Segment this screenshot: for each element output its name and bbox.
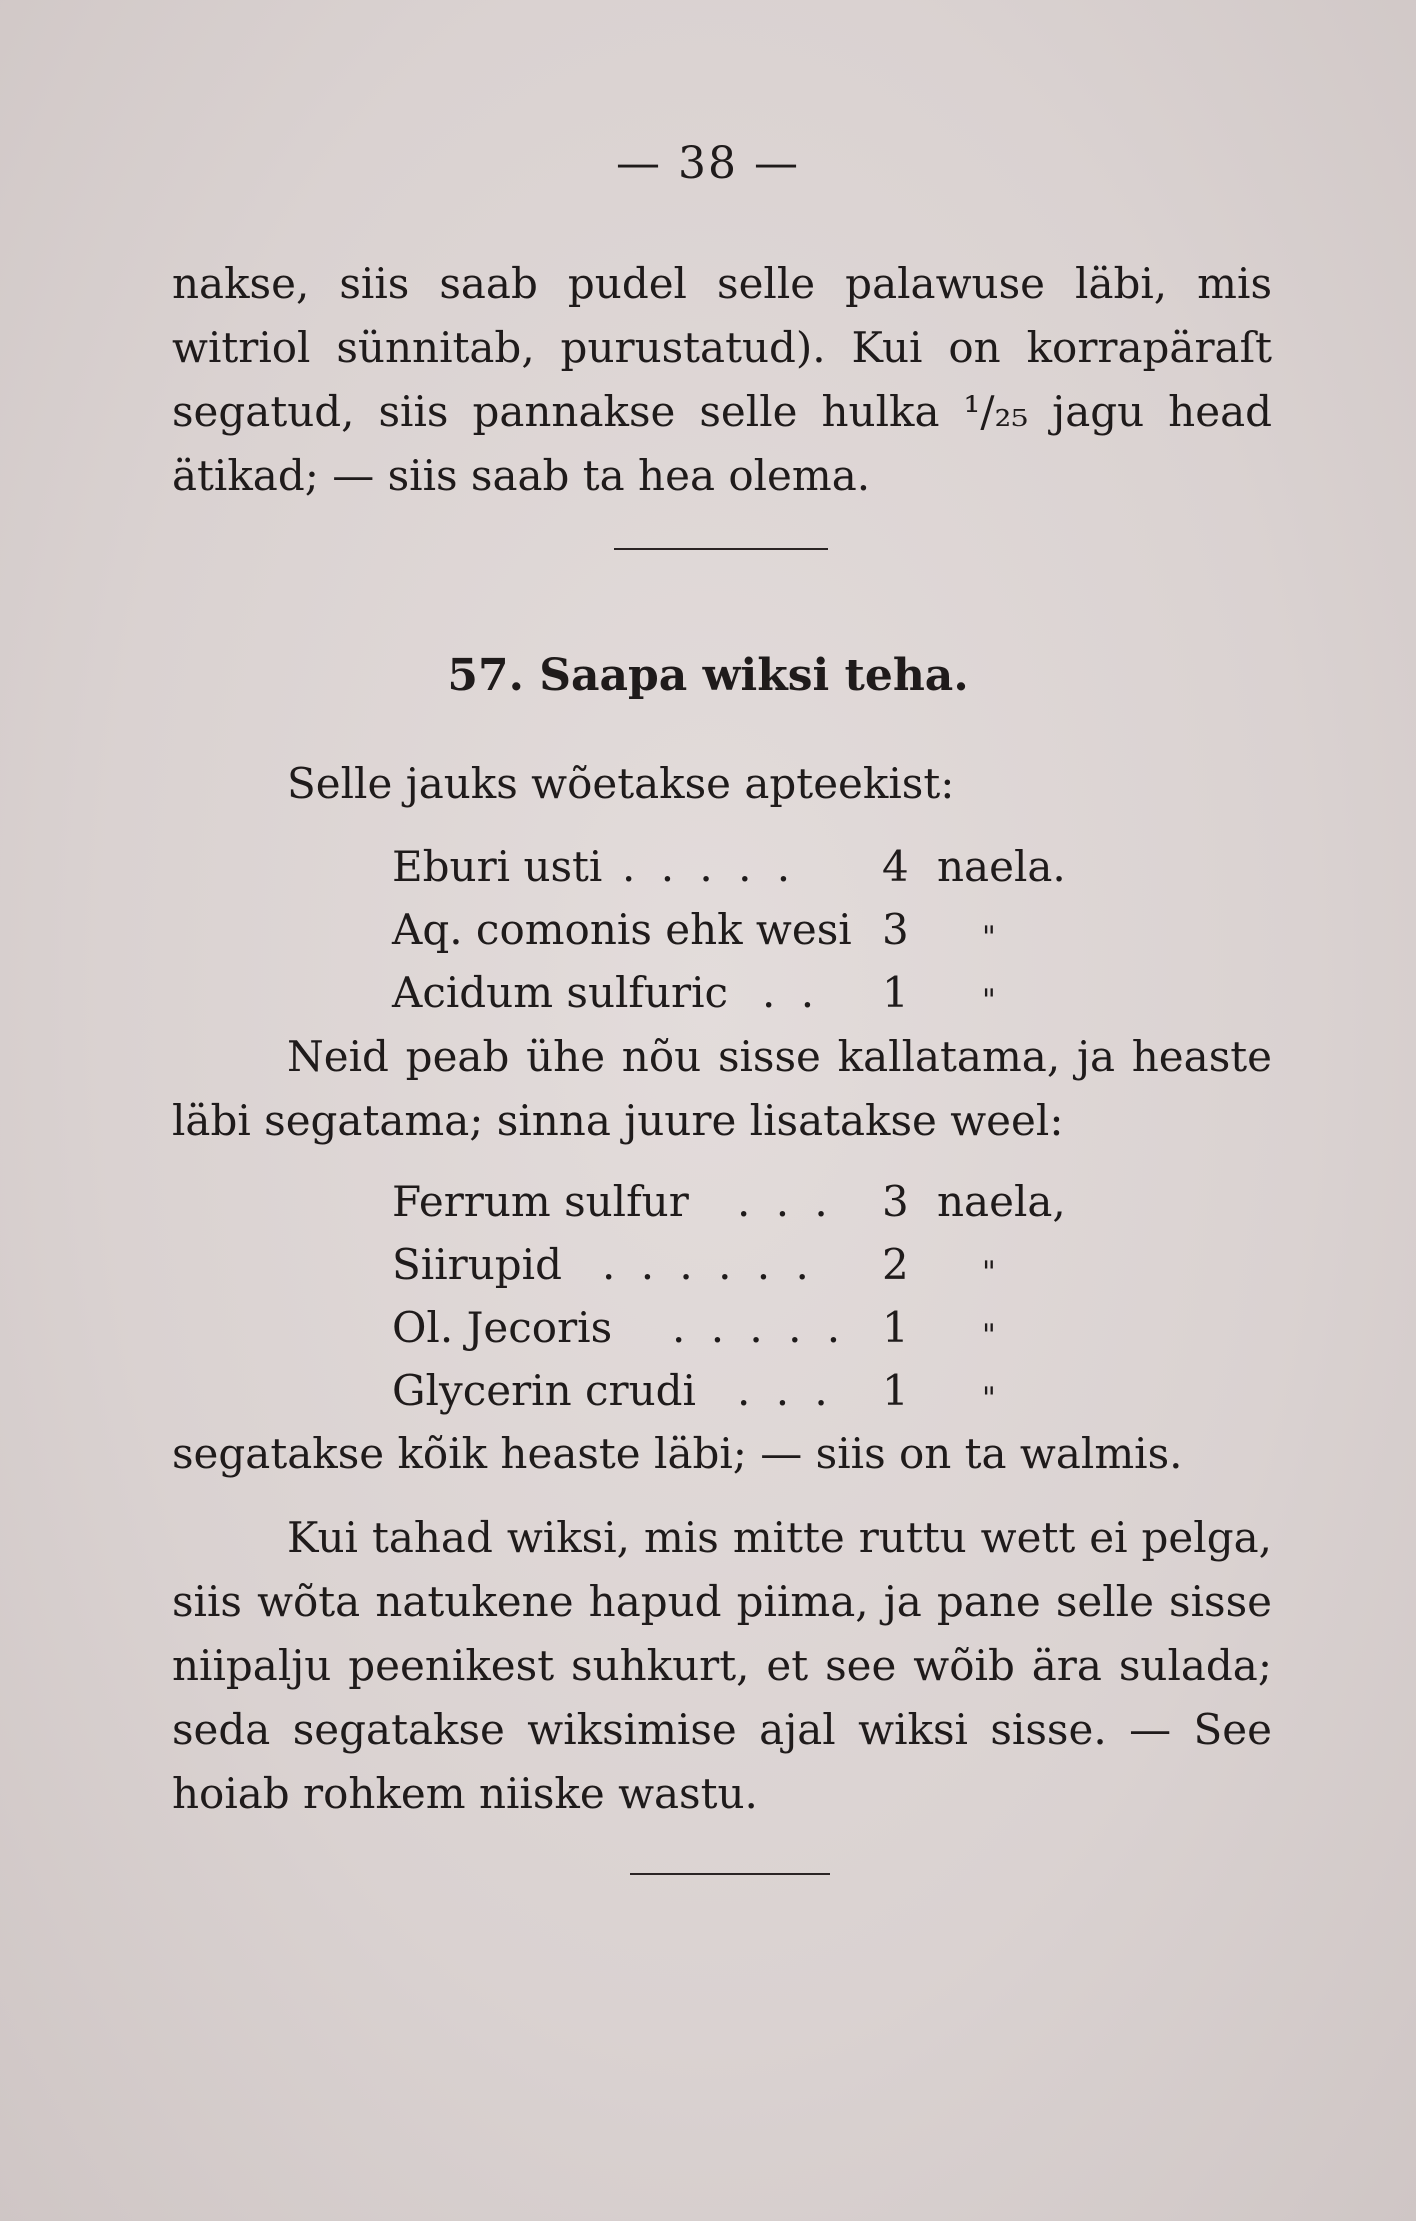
ingredient-leader-dots: . . [762,968,821,1017]
ingredient-leader-dots: . . . . . [672,1303,847,1352]
paragraph-top: nakse, siis saab pudel selle palawuse läbi, mis witriol sünnitab, purustatud). Kui on korrapäraſt segatud, siis pannakse selle hulka ¹/₂₅ jagu head ätikad; — siis saab ta hea olema. [172,259,1272,500]
ingredient-row [392,1296,1192,1359]
section-heading: 57. Saapa wiksi teha. [447,650,969,701]
ingredient-name: Eburi usti [392,842,603,891]
ingredient-row [392,1170,1192,1233]
ditto-mark: " [982,1318,996,1353]
ingredient-name: Ferrum sulfur [392,1177,689,1226]
ingredient-name: Ol. Jecoris [392,1303,613,1352]
section-divider-top [614,548,828,550]
ditto-mark: " [982,983,996,1018]
ingredient-unit: naela, [937,1177,1066,1226]
ingredient-quantity: 3 [882,905,909,954]
ingredient-list-1 [392,835,1192,1024]
ingredient-name: Acidum sulfuric [392,968,729,1017]
ingredient-leader-dots: . . . [737,1366,834,1415]
ingredient-quantity: 4 [882,842,909,891]
ditto-mark: " [982,1255,996,1290]
after-list-text: segatakse kõik heaste läbi; — siis on ta walmis. [172,1429,1183,1478]
ingredient-quantity: 3 [882,1177,909,1226]
ingredient-quantity: 2 [882,1240,909,1289]
ingredient-quantity: 1 [882,1366,909,1415]
ingredient-name: Siirupid [392,1240,562,1289]
ditto-mark: " [982,920,996,955]
section-divider-bottom [630,1873,830,1875]
ingredient-leader-dots: . . . [737,1177,834,1226]
ingredient-leader-dots: . . . . . . [602,1240,815,1289]
ditto-mark: " [982,1381,996,1416]
page-number: — 38 — [616,138,800,189]
last-paragraph: Kui tahad wiksi, mis mitte ruttu wett ei pelga, siis wõta natukene hapud piima, ja pane selle sisse niipalju peenikest suhkurt, et see wõib ära sulada; seda segatakse wiksimise ajal wiksi sisse. — See hoiab rohkem niiske wastu. [172,1513,1272,1818]
ingredient-quantity: 1 [882,968,909,1017]
ingredient-row [392,835,1192,898]
ingredient-row [392,1233,1192,1296]
ingredient-row [392,961,1192,1024]
ingredient-list-2 [392,1170,1192,1422]
ingredient-unit: naela. [937,842,1066,891]
mid-paragraph: Neid peab ühe nõu sisse kallatama, ja heaste läbi segatama; sinna juure lisatakse weel: [172,1032,1272,1145]
ingredient-name: Glycerin crudi [392,1366,696,1415]
ingredient-row [392,898,1192,961]
section-intro: Selle jauks wõetakse apteekist: [287,759,955,808]
ingredient-name: Aq. comonis ehk wesi [392,905,852,954]
ingredient-quantity: 1 [882,1303,909,1352]
ingredient-row [392,1359,1192,1422]
ingredient-leader-dots: . . . . . [622,842,797,891]
